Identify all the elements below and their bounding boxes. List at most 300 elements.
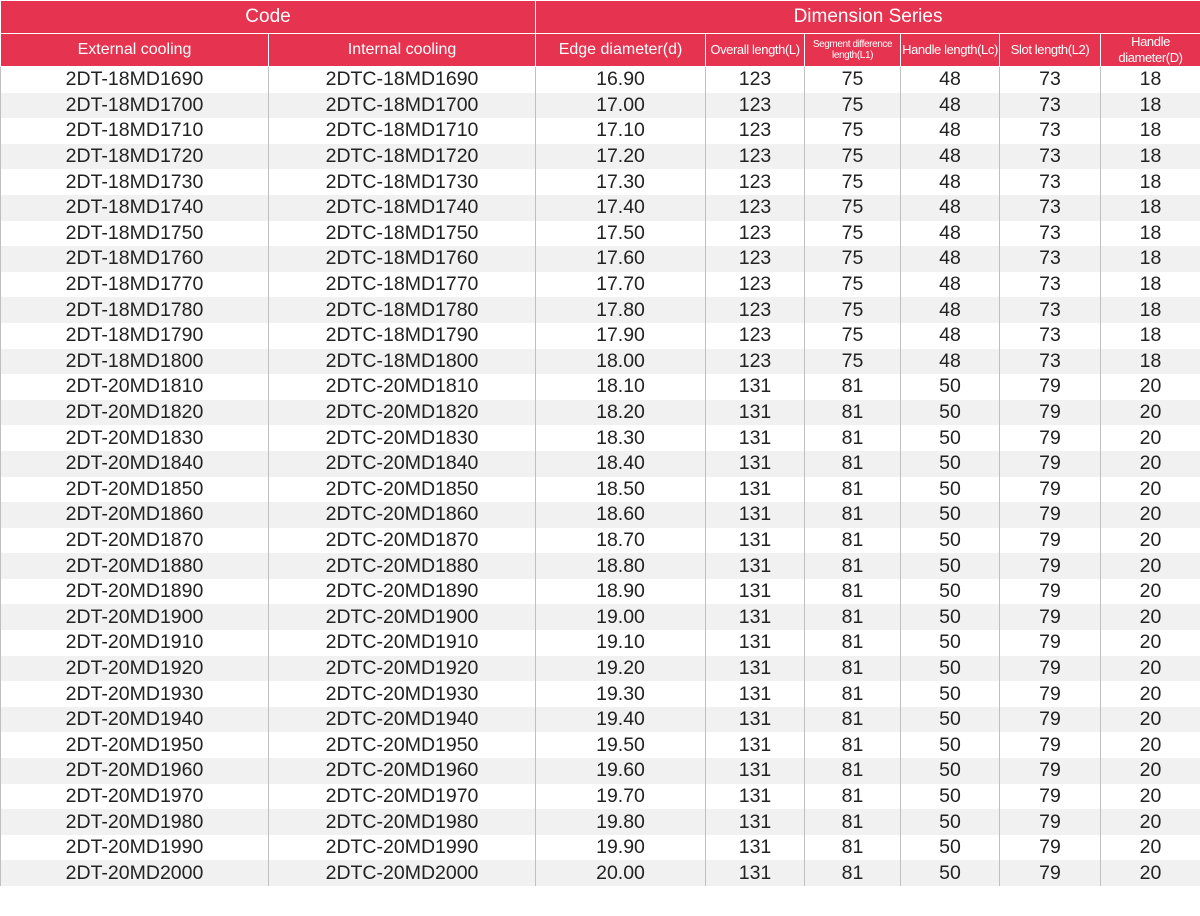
table-row: [1, 860, 1200, 886]
cell-edge-diameter: 18.30: [536, 425, 706, 451]
cell-external-cooling-code: 2DT-20MD1990: [1, 835, 269, 861]
table-row: [1, 835, 1200, 861]
cell-overall-length: 131: [706, 758, 805, 784]
cell-handle-length: 50: [901, 732, 1000, 758]
cell-overall-length: 123: [706, 323, 805, 349]
cell-handle-diameter: 20: [1101, 809, 1200, 835]
cell-slot-length: 73: [1000, 297, 1101, 323]
cell-slot-length: 73: [1000, 118, 1101, 144]
cell-external-cooling-code: 2DT-20MD1880: [1, 553, 269, 579]
header-group-row: [1, 1, 1200, 34]
cell-handle-diameter: 20: [1101, 400, 1200, 426]
cell-external-cooling-code: 2DT-20MD1930: [1, 681, 269, 707]
cell-handle-diameter: 18: [1101, 67, 1200, 93]
col-header-handle-length: Handle length(Lc): [901, 34, 1000, 67]
header-group-dimension: Dimension Series: [536, 1, 1200, 34]
cell-overall-length: 123: [706, 67, 805, 93]
cell-edge-diameter: 16.90: [536, 67, 706, 93]
cell-handle-length: 50: [901, 809, 1000, 835]
cell-handle-length: 48: [901, 169, 1000, 195]
cell-external-cooling-code: 2DT-20MD1970: [1, 784, 269, 810]
cell-handle-length: 50: [901, 477, 1000, 503]
cell-segment-difference-length: 75: [805, 349, 901, 375]
cell-segment-difference-length: 75: [805, 323, 901, 349]
cell-edge-diameter: 19.40: [536, 707, 706, 733]
cell-handle-length: 50: [901, 528, 1000, 554]
cell-segment-difference-length: 81: [805, 809, 901, 835]
cell-external-cooling-code: 2DT-18MD1800: [1, 349, 269, 375]
cell-handle-diameter: 18: [1101, 246, 1200, 272]
cell-handle-diameter: 20: [1101, 656, 1200, 682]
table-row: [1, 630, 1200, 656]
cell-internal-cooling-code: 2DTC-20MD1890: [269, 579, 536, 605]
cell-handle-diameter: 20: [1101, 630, 1200, 656]
cell-edge-diameter: 19.70: [536, 784, 706, 810]
table-row: [1, 169, 1200, 195]
cell-internal-cooling-code: 2DTC-20MD1990: [269, 835, 536, 861]
table-row: [1, 323, 1200, 349]
cell-overall-length: 131: [706, 707, 805, 733]
cell-internal-cooling-code: 2DTC-18MD1800: [269, 349, 536, 375]
cell-handle-length: 50: [901, 502, 1000, 528]
cell-edge-diameter: 17.20: [536, 144, 706, 170]
cell-overall-length: 131: [706, 630, 805, 656]
table-row: [1, 579, 1200, 605]
cell-internal-cooling-code: 2DTC-18MD1700: [269, 93, 536, 119]
cell-overall-length: 123: [706, 144, 805, 170]
cell-internal-cooling-code: 2DTC-20MD1930: [269, 681, 536, 707]
cell-edge-diameter: 18.80: [536, 553, 706, 579]
cell-handle-diameter: 20: [1101, 732, 1200, 758]
table-header: [1, 1, 1200, 67]
cell-internal-cooling-code: 2DTC-20MD1920: [269, 656, 536, 682]
cell-handle-diameter: 18: [1101, 272, 1200, 298]
cell-edge-diameter: 17.80: [536, 297, 706, 323]
cell-slot-length: 73: [1000, 169, 1101, 195]
cell-overall-length: 131: [706, 451, 805, 477]
cell-edge-diameter: 17.30: [536, 169, 706, 195]
table-row: [1, 604, 1200, 630]
cell-internal-cooling-code: 2DTC-20MD1830: [269, 425, 536, 451]
cell-internal-cooling-code: 2DTC-18MD1780: [269, 297, 536, 323]
cell-external-cooling-code: 2DT-18MD1700: [1, 93, 269, 119]
cell-external-cooling-code: 2DT-18MD1720: [1, 144, 269, 170]
cell-segment-difference-length: 75: [805, 297, 901, 323]
table-row: [1, 246, 1200, 272]
cell-internal-cooling-code: 2DTC-20MD1880: [269, 553, 536, 579]
cell-slot-length: 73: [1000, 272, 1101, 298]
cell-external-cooling-code: 2DT-18MD1740: [1, 195, 269, 221]
cell-handle-length: 50: [901, 630, 1000, 656]
cell-handle-length: 50: [901, 579, 1000, 605]
cell-external-cooling-code: 2DT-18MD1750: [1, 221, 269, 247]
header-group-code: Code: [1, 1, 536, 34]
cell-handle-length: 50: [901, 784, 1000, 810]
cell-segment-difference-length: 75: [805, 67, 901, 93]
cell-edge-diameter: 19.00: [536, 604, 706, 630]
cell-internal-cooling-code: 2DTC-20MD1820: [269, 400, 536, 426]
cell-external-cooling-code: 2DT-20MD1940: [1, 707, 269, 733]
cell-external-cooling-code: 2DT-20MD1860: [1, 502, 269, 528]
cell-slot-length: 73: [1000, 323, 1101, 349]
cell-handle-length: 48: [901, 323, 1000, 349]
cell-segment-difference-length: 81: [805, 681, 901, 707]
cell-internal-cooling-code: 2DTC-18MD1750: [269, 221, 536, 247]
cell-edge-diameter: 18.10: [536, 374, 706, 400]
cell-overall-length: 131: [706, 784, 805, 810]
col-header-handle-diameter: Handle diameter(D): [1101, 34, 1200, 67]
header-column-row: [1, 34, 1200, 67]
table-row: [1, 477, 1200, 503]
cell-external-cooling-code: 2DT-20MD1890: [1, 579, 269, 605]
cell-handle-length: 50: [901, 681, 1000, 707]
cell-slot-length: 79: [1000, 400, 1101, 426]
cell-edge-diameter: 19.10: [536, 630, 706, 656]
cell-handle-diameter: 18: [1101, 297, 1200, 323]
cell-internal-cooling-code: 2DTC-18MD1710: [269, 118, 536, 144]
cell-overall-length: 131: [706, 400, 805, 426]
cell-segment-difference-length: 75: [805, 93, 901, 119]
cell-segment-difference-length: 75: [805, 246, 901, 272]
cell-internal-cooling-code: 2DTC-20MD1910: [269, 630, 536, 656]
cell-external-cooling-code: 2DT-20MD1910: [1, 630, 269, 656]
cell-handle-length: 48: [901, 144, 1000, 170]
cell-internal-cooling-code: 2DTC-20MD1810: [269, 374, 536, 400]
cell-slot-length: 79: [1000, 528, 1101, 554]
cell-edge-diameter: 19.80: [536, 809, 706, 835]
table-row: [1, 707, 1200, 733]
cell-edge-diameter: 18.50: [536, 477, 706, 503]
cell-overall-length: 131: [706, 604, 805, 630]
cell-handle-length: 48: [901, 195, 1000, 221]
cell-external-cooling-code: 2DT-18MD1730: [1, 169, 269, 195]
table-row: [1, 732, 1200, 758]
cell-edge-diameter: 17.60: [536, 246, 706, 272]
cell-overall-length: 123: [706, 349, 805, 375]
cell-overall-length: 123: [706, 272, 805, 298]
cell-segment-difference-length: 81: [805, 374, 901, 400]
cell-external-cooling-code: 2DT-20MD1950: [1, 732, 269, 758]
cell-internal-cooling-code: 2DTC-20MD1960: [269, 758, 536, 784]
cell-handle-length: 48: [901, 67, 1000, 93]
cell-handle-diameter: 20: [1101, 579, 1200, 605]
cell-overall-length: 131: [706, 528, 805, 554]
cell-overall-length: 131: [706, 835, 805, 861]
cell-external-cooling-code: 2DT-18MD1770: [1, 272, 269, 298]
table-row: [1, 195, 1200, 221]
table-row: [1, 502, 1200, 528]
table-row: [1, 681, 1200, 707]
col-header-edge-diameter: Edge diameter(d): [536, 34, 706, 67]
cell-overall-length: 131: [706, 374, 805, 400]
cell-handle-length: 50: [901, 707, 1000, 733]
cell-edge-diameter: 19.20: [536, 656, 706, 682]
cell-segment-difference-length: 81: [805, 656, 901, 682]
cell-slot-length: 73: [1000, 246, 1101, 272]
cell-handle-diameter: 20: [1101, 528, 1200, 554]
cell-internal-cooling-code: 2DTC-18MD1690: [269, 67, 536, 93]
cell-slot-length: 73: [1000, 349, 1101, 375]
cell-segment-difference-length: 81: [805, 758, 901, 784]
table-row: [1, 809, 1200, 835]
cell-edge-diameter: 19.50: [536, 732, 706, 758]
cell-overall-length: 123: [706, 246, 805, 272]
cell-segment-difference-length: 81: [805, 528, 901, 554]
cell-handle-length: 50: [901, 553, 1000, 579]
cell-overall-length: 131: [706, 553, 805, 579]
cell-edge-diameter: 18.70: [536, 528, 706, 554]
cell-segment-difference-length: 81: [805, 553, 901, 579]
cell-handle-length: 50: [901, 860, 1000, 886]
cell-segment-difference-length: 81: [805, 784, 901, 810]
cell-handle-length: 50: [901, 400, 1000, 426]
cell-segment-difference-length: 81: [805, 502, 901, 528]
cell-edge-diameter: 17.50: [536, 221, 706, 247]
table-row: [1, 553, 1200, 579]
table-row: [1, 221, 1200, 247]
cell-handle-diameter: 20: [1101, 860, 1200, 886]
cell-segment-difference-length: 75: [805, 144, 901, 170]
cell-handle-length: 50: [901, 835, 1000, 861]
cell-segment-difference-length: 81: [805, 477, 901, 503]
cell-internal-cooling-code: 2DTC-18MD1720: [269, 144, 536, 170]
cell-internal-cooling-code: 2DTC-20MD1940: [269, 707, 536, 733]
cell-slot-length: 79: [1000, 502, 1101, 528]
cell-handle-length: 48: [901, 246, 1000, 272]
table-body: [1, 67, 1200, 887]
table-row: [1, 272, 1200, 298]
col-header-slot-length: Slot length(L2): [1000, 34, 1101, 67]
cell-slot-length: 79: [1000, 784, 1101, 810]
table-row: [1, 297, 1200, 323]
cell-handle-diameter: 20: [1101, 784, 1200, 810]
cell-segment-difference-length: 81: [805, 400, 901, 426]
cell-slot-length: 79: [1000, 553, 1101, 579]
cell-external-cooling-code: 2DT-20MD1840: [1, 451, 269, 477]
cell-external-cooling-code: 2DT-20MD1810: [1, 374, 269, 400]
cell-segment-difference-length: 75: [805, 221, 901, 247]
cell-handle-diameter: 20: [1101, 604, 1200, 630]
cell-handle-length: 50: [901, 604, 1000, 630]
cell-handle-diameter: 20: [1101, 477, 1200, 503]
cell-segment-difference-length: 81: [805, 630, 901, 656]
cell-handle-diameter: 20: [1101, 425, 1200, 451]
cell-handle-length: 48: [901, 349, 1000, 375]
cell-handle-length: 48: [901, 272, 1000, 298]
cell-handle-diameter: 20: [1101, 758, 1200, 784]
cell-edge-diameter: 17.40: [536, 195, 706, 221]
table-row: [1, 528, 1200, 554]
cell-handle-diameter: 20: [1101, 553, 1200, 579]
cell-handle-diameter: 20: [1101, 681, 1200, 707]
cell-overall-length: 123: [706, 93, 805, 119]
cell-handle-diameter: 20: [1101, 835, 1200, 861]
cell-external-cooling-code: 2DT-20MD1870: [1, 528, 269, 554]
cell-edge-diameter: 18.90: [536, 579, 706, 605]
cell-segment-difference-length: 81: [805, 604, 901, 630]
cell-handle-diameter: 20: [1101, 374, 1200, 400]
table-row: [1, 374, 1200, 400]
cell-slot-length: 79: [1000, 835, 1101, 861]
cell-slot-length: 79: [1000, 681, 1101, 707]
cell-slot-length: 73: [1000, 93, 1101, 119]
cell-handle-length: 50: [901, 425, 1000, 451]
cell-overall-length: 131: [706, 732, 805, 758]
cell-segment-difference-length: 75: [805, 118, 901, 144]
cell-segment-difference-length: 81: [805, 860, 901, 886]
cell-overall-length: 123: [706, 221, 805, 247]
cell-edge-diameter: 19.90: [536, 835, 706, 861]
cell-external-cooling-code: 2DT-20MD1830: [1, 425, 269, 451]
cell-edge-diameter: 20.00: [536, 860, 706, 886]
cell-external-cooling-code: 2DT-18MD1710: [1, 118, 269, 144]
cell-handle-diameter: 20: [1101, 707, 1200, 733]
cell-edge-diameter: 17.70: [536, 272, 706, 298]
cell-handle-length: 48: [901, 118, 1000, 144]
cell-handle-diameter: 18: [1101, 323, 1200, 349]
cell-segment-difference-length: 75: [805, 195, 901, 221]
cell-internal-cooling-code: 2DTC-20MD1860: [269, 502, 536, 528]
cell-external-cooling-code: 2DT-18MD1780: [1, 297, 269, 323]
cell-internal-cooling-code: 2DTC-20MD1970: [269, 784, 536, 810]
cell-handle-diameter: 18: [1101, 144, 1200, 170]
cell-overall-length: 123: [706, 169, 805, 195]
cell-edge-diameter: 18.20: [536, 400, 706, 426]
cell-edge-diameter: 18.00: [536, 349, 706, 375]
cell-internal-cooling-code: 2DTC-20MD1850: [269, 477, 536, 503]
cell-handle-length: 50: [901, 758, 1000, 784]
cell-external-cooling-code: 2DT-20MD1980: [1, 809, 269, 835]
cell-overall-length: 123: [706, 195, 805, 221]
table-row: [1, 425, 1200, 451]
cell-slot-length: 79: [1000, 860, 1101, 886]
cell-overall-length: 131: [706, 809, 805, 835]
cell-external-cooling-code: 2DT-20MD1920: [1, 656, 269, 682]
cell-overall-length: 131: [706, 656, 805, 682]
cell-slot-length: 79: [1000, 451, 1101, 477]
table-row: [1, 93, 1200, 119]
col-header-external-cooling: External cooling: [1, 34, 269, 67]
cell-slot-length: 79: [1000, 758, 1101, 784]
table-row: [1, 67, 1200, 93]
cell-handle-length: 50: [901, 656, 1000, 682]
cell-overall-length: 123: [706, 297, 805, 323]
cell-overall-length: 131: [706, 502, 805, 528]
cell-handle-diameter: 18: [1101, 169, 1200, 195]
cell-internal-cooling-code: 2DTC-20MD1980: [269, 809, 536, 835]
cell-internal-cooling-code: 2DTC-20MD1900: [269, 604, 536, 630]
cell-edge-diameter: 17.90: [536, 323, 706, 349]
cell-slot-length: 79: [1000, 732, 1101, 758]
cell-internal-cooling-code: 2DTC-18MD1760: [269, 246, 536, 272]
cell-external-cooling-code: 2DT-20MD1900: [1, 604, 269, 630]
cell-handle-length: 50: [901, 451, 1000, 477]
cell-handle-length: 48: [901, 93, 1000, 119]
cell-slot-length: 79: [1000, 374, 1101, 400]
cell-external-cooling-code: 2DT-20MD1850: [1, 477, 269, 503]
cell-edge-diameter: 19.60: [536, 758, 706, 784]
cell-segment-difference-length: 81: [805, 451, 901, 477]
cell-handle-diameter: 18: [1101, 118, 1200, 144]
cell-segment-difference-length: 75: [805, 272, 901, 298]
cell-slot-length: 73: [1000, 144, 1101, 170]
cell-internal-cooling-code: 2DTC-20MD2000: [269, 860, 536, 886]
col-header-internal-cooling: Internal cooling: [269, 34, 536, 67]
cell-edge-diameter: 17.10: [536, 118, 706, 144]
cell-handle-diameter: 18: [1101, 221, 1200, 247]
table-row: [1, 400, 1200, 426]
cell-internal-cooling-code: 2DTC-20MD1840: [269, 451, 536, 477]
cell-segment-difference-length: 81: [805, 579, 901, 605]
cell-handle-diameter: 18: [1101, 93, 1200, 119]
cell-overall-length: 123: [706, 118, 805, 144]
table-row: [1, 758, 1200, 784]
cell-handle-diameter: 18: [1101, 349, 1200, 375]
cell-handle-length: 50: [901, 374, 1000, 400]
cell-slot-length: 79: [1000, 630, 1101, 656]
cell-internal-cooling-code: 2DTC-18MD1740: [269, 195, 536, 221]
cell-edge-diameter: 19.30: [536, 681, 706, 707]
cell-overall-length: 131: [706, 579, 805, 605]
cell-internal-cooling-code: 2DTC-20MD1870: [269, 528, 536, 554]
cell-segment-difference-length: 75: [805, 169, 901, 195]
cell-slot-length: 79: [1000, 809, 1101, 835]
cell-slot-length: 79: [1000, 579, 1101, 605]
cell-internal-cooling-code: 2DTC-18MD1770: [269, 272, 536, 298]
table-row: [1, 349, 1200, 375]
col-header-overall-length: Overall length(L): [706, 34, 805, 67]
cell-slot-length: 79: [1000, 477, 1101, 503]
cell-internal-cooling-code: 2DTC-20MD1950: [269, 732, 536, 758]
table-row: [1, 451, 1200, 477]
table-row: [1, 656, 1200, 682]
cell-handle-length: 48: [901, 297, 1000, 323]
cell-edge-diameter: 17.00: [536, 93, 706, 119]
cell-external-cooling-code: 2DT-20MD1820: [1, 400, 269, 426]
cell-internal-cooling-code: 2DTC-18MD1790: [269, 323, 536, 349]
cell-internal-cooling-code: 2DTC-18MD1730: [269, 169, 536, 195]
cell-handle-length: 48: [901, 221, 1000, 247]
cell-handle-diameter: 20: [1101, 502, 1200, 528]
col-header-segment-difference-length: Segment difference length(L1): [805, 34, 901, 67]
cell-segment-difference-length: 81: [805, 732, 901, 758]
cell-external-cooling-code: 2DT-18MD1760: [1, 246, 269, 272]
cell-slot-length: 79: [1000, 707, 1101, 733]
cell-overall-length: 131: [706, 425, 805, 451]
table-row: [1, 144, 1200, 170]
cell-external-cooling-code: 2DT-20MD2000: [1, 860, 269, 886]
cell-slot-length: 79: [1000, 604, 1101, 630]
cell-handle-diameter: 20: [1101, 451, 1200, 477]
cell-handle-diameter: 18: [1101, 195, 1200, 221]
cell-overall-length: 131: [706, 477, 805, 503]
cell-external-cooling-code: 2DT-20MD1960: [1, 758, 269, 784]
cell-segment-difference-length: 81: [805, 425, 901, 451]
cell-external-cooling-code: 2DT-18MD1690: [1, 67, 269, 93]
cell-overall-length: 131: [706, 860, 805, 886]
cell-segment-difference-length: 81: [805, 707, 901, 733]
cell-edge-diameter: 18.60: [536, 502, 706, 528]
cell-slot-length: 73: [1000, 195, 1101, 221]
cell-slot-length: 73: [1000, 221, 1101, 247]
cell-edge-diameter: 18.40: [536, 451, 706, 477]
cell-slot-length: 79: [1000, 425, 1101, 451]
table-row: [1, 784, 1200, 810]
cell-external-cooling-code: 2DT-18MD1790: [1, 323, 269, 349]
cell-slot-length: 73: [1000, 67, 1101, 93]
cell-segment-difference-length: 81: [805, 835, 901, 861]
cell-slot-length: 79: [1000, 656, 1101, 682]
